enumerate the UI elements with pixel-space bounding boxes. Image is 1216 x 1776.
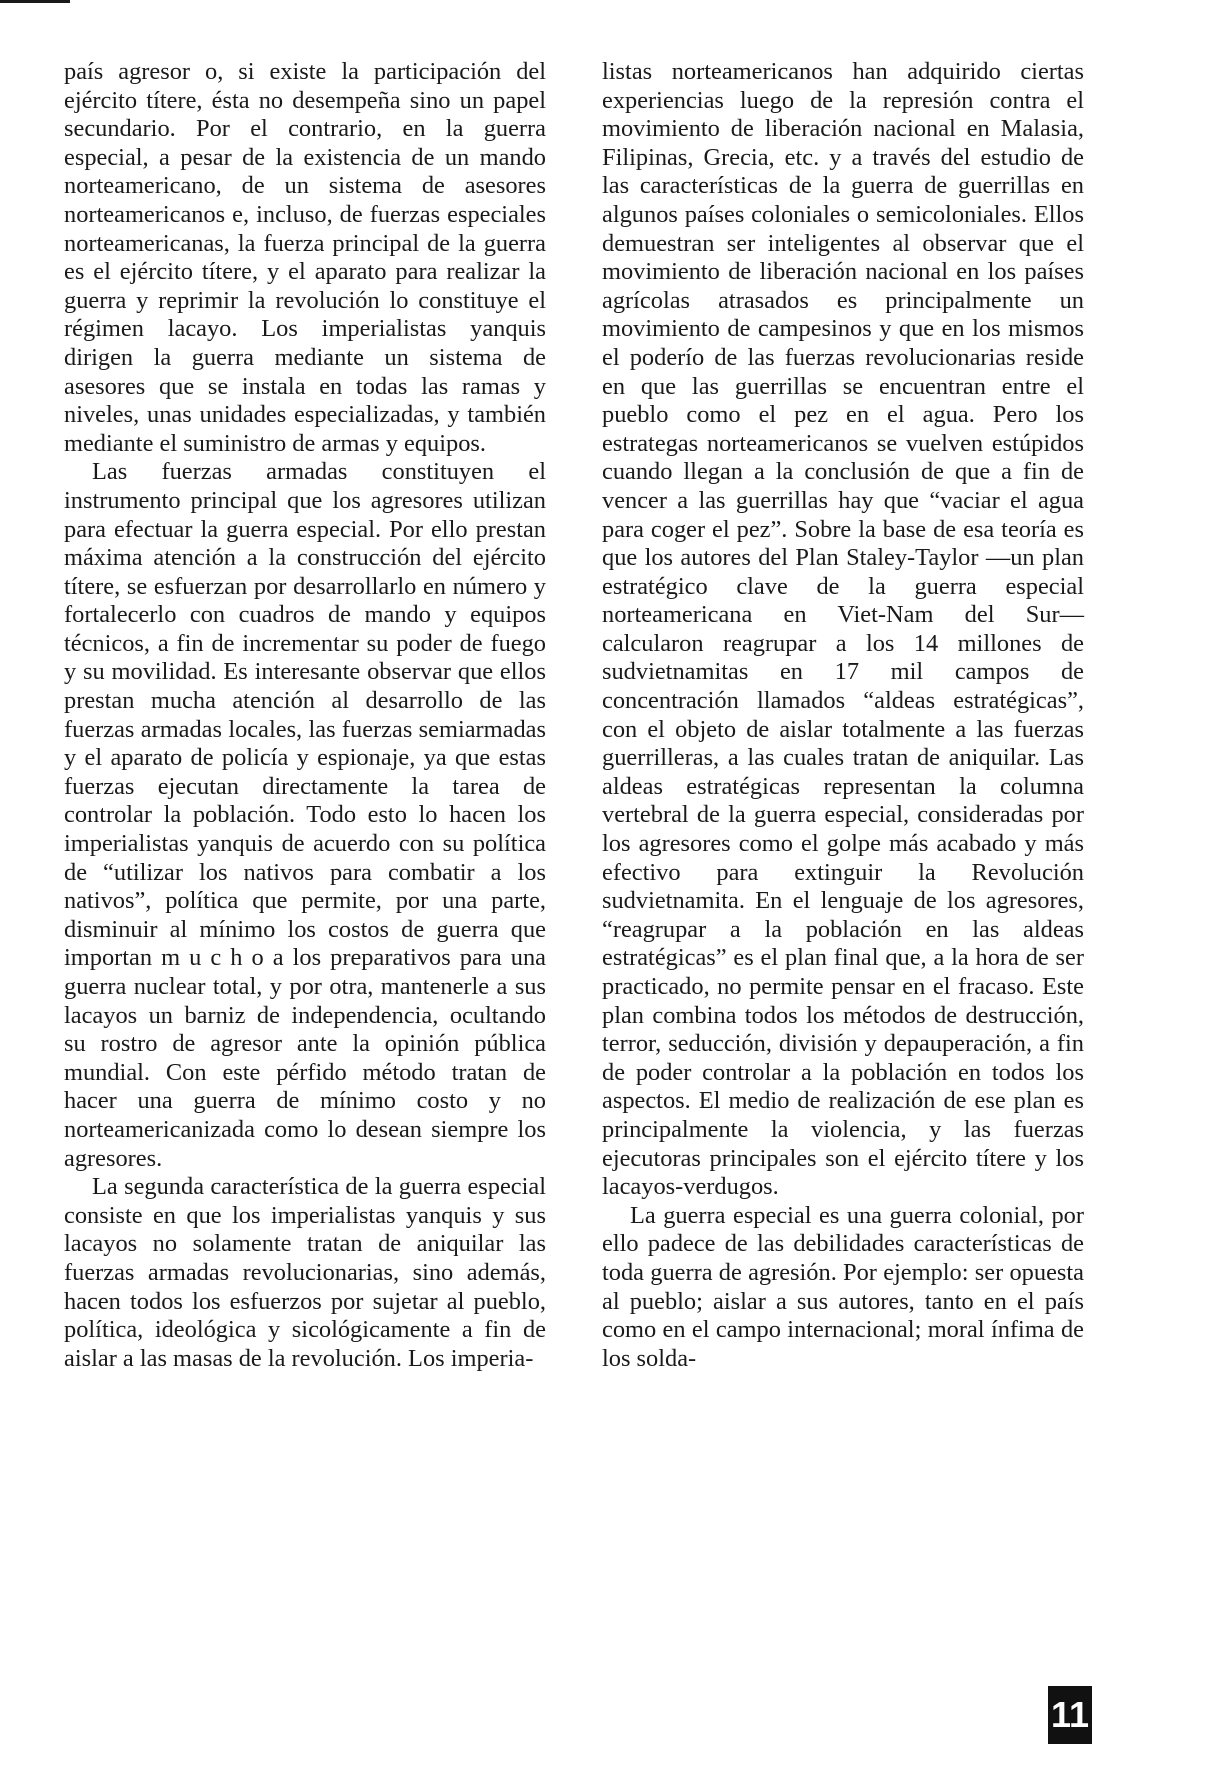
right-paragraph-1: listas norteamericanos han adquirido ciertas experiencias luego de la represión contra el movimiento de liberación nacional en Malasia, Filipinas, Grecia, etc. y a través del estudio de las características de la guerra de guerrillas en algunos países coloniales o semicoloniales. Ellos demuestran ser inteligentes al observar que el movimiento de liberación nacional en los países agrícolas atrasados es principalmente un movimiento de campesinos y que en los mismos el poderío de las fuerzas revolucionarias reside en que las guerrillas se encuentran entre el pueblo como el pez en el agua. Pero los estrategas norteamericanos se vuelven estúpidos cuando llegan a la conclusión de que a fin de vencer a las guerrillas hay que “vaciar el agua para coger el pez”. Sobre la base de esa teoría es que los autores del Plan Staley-Taylor —un plan estratégico clave de la guerra especial norteamericana en Viet-Nam del Sur— calcularon reagrupar a los 14 millones de sudvietnamitas en 17 mil campos de concentración llamados “aldeas estratégicas”, con el objeto de aislar totalmente a las fuerzas guerrilleras, a las cuales tratan de aniquilar. Las aldeas estratégicas representan la columna vertebral de la guerra especial, consideradas por los agresores como el golpe más acabado y más efectivo para extinguir la Revolución sudvietnamita. En el lenguaje de los agresores, “reagrupar a la población en las aldeas estratégicas” es el plan final que, a la hora de ser practicado, no permite pensar en el fracaso. Este plan combina todos los métodos de destrucción, terror, seducción, división y depauperación, a fin de poder controlar a la población en todos los aspectos. El medio de realización de ese plan es principalmente la violencia, y las fuerzas ejecutoras principales son el ejército títere y los lacayos-verdugos.: [602, 58, 1084, 1201]
right-column: [602, 58, 1084, 1373]
left-column: [64, 58, 546, 1373]
left-paragraph-1: país agresor o, si existe la participación del ejército títere, ésta no desempeña sino un papel secundario. Por el contrario, en la guerra especial, a pesar de la existencia de un mando norteamericano, de un sistema de asesores norteamericanos e, incluso, de fuerzas especiales norteamericanas, la fuerza principal de la guerra es el ejército títere, y el aparato para realizar la guerra y reprimir la revolución lo constituye el régimen lacayo. Los imperialistas yanquis dirigen la guerra mediante un sistema de asesores que se instala en todas las ramas y niveles, unas unidades especializadas, y también mediante el suministro de armas y equipos.: [64, 58, 546, 457]
right-paragraph-2: La guerra especial es una guerra colonial, por ello padece de las debilidades características de toda guerra de agresión. Por ejemplo: ser opuesta al pueblo; aislar a sus autores, tanto en el país como en el campo internacional; moral ínfima de los solda-: [602, 1201, 1084, 1372]
corner-rule: [0, 0, 70, 3]
page-number: 11: [1048, 1686, 1092, 1744]
left-paragraph-3: La segunda característica de la guerra especial consiste en que los imperialistas yanquis y sus lacayos no solamente tratan de aniquilar las fuerzas armadas revolucionarias, sino además, hacen todos los esfuerzos por sujetar al pueblo, política, ideológica y sicológicamente a fin de aislar a las masas de la revolución. Los imperia-: [64, 1173, 546, 1372]
left-paragraph-2: Las fuerzas armadas constituyen el instrumento principal que los agresores utilizan para efectuar la guerra especial. Por ello prestan máxima atención a la construcción del ejército títere, se esfuerzan por desarrollarlo en número y fortalecerlo con cuadros de mando y equipos técnicos, a fin de incrementar su poder de fuego y su movilidad. Es interesante observar que ellos prestan mucha atención al desarrollo de las fuerzas armadas locales, las fuerzas semiarmadas y el aparato de policía y espionaje, ya que estas fuerzas ejecutan directamente la tarea de controlar la población. Todo esto lo hacen los imperialistas yanquis de acuerdo con su política de “utilizar los nativos para combatir a los nativos”, política que permite, por una parte, disminuir al mínimo los costos de guerra que importan m u c h o a los preparativos para una guerra nuclear total, y por otra, mantenerle a sus lacayos un barniz de independencia, ocultando su rostro de agresor ante la opinión pública mundial. Con este pérfido método tratan de hacer una guerra de mínimo costo y no norteamericanizada como lo desean siempre los agresores.: [64, 458, 546, 1172]
